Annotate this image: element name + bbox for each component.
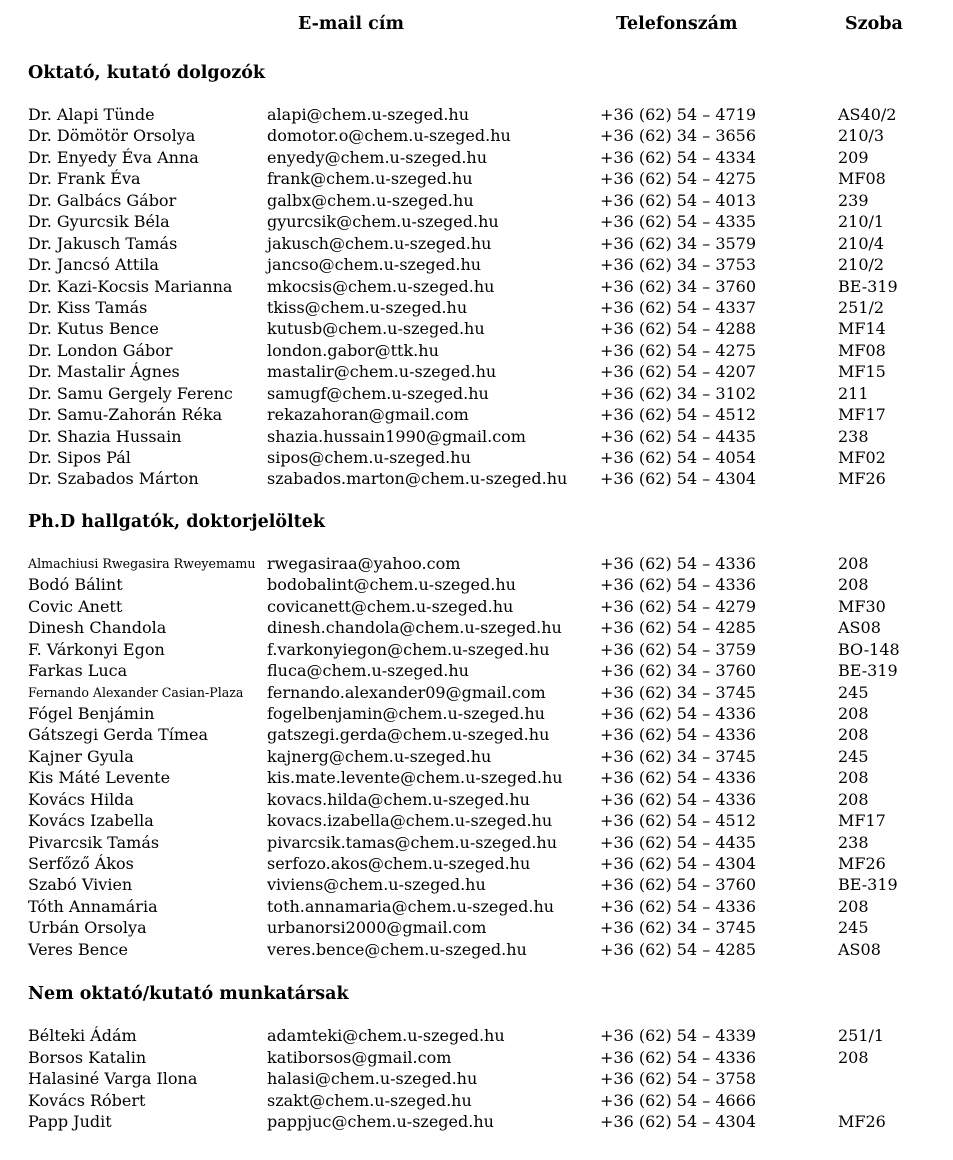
email-cell: tkiss@chem.u-szeged.hu — [267, 297, 468, 317]
email-cell: mkocsis@chem.u-szeged.hu — [267, 276, 495, 296]
name-cell: Serfőző Ákos — [28, 854, 134, 873]
email-cell: jakusch@chem.u-szeged.hu — [267, 233, 492, 253]
email-cell: fluca@chem.u-szeged.hu — [267, 661, 469, 681]
section-rows — [28, 1025, 953, 1132]
email-cell: fernando.alexander09@gmail.com — [267, 682, 546, 702]
room-cell: 208 — [838, 789, 869, 809]
directory-section — [28, 62, 953, 490]
section-title: Oktató, kutató dolgozók — [28, 63, 266, 83]
room-cell: 208 — [838, 896, 869, 916]
name-cell: Dr. Shazia Hussain — [28, 426, 182, 446]
section-rows — [28, 553, 953, 960]
phone-cell: +36 (62) 54 – 4512 — [600, 811, 757, 831]
table-row — [28, 1090, 953, 1111]
email-cell: kovacs.hilda@chem.u-szeged.hu — [267, 789, 530, 809]
room-cell: MF17 — [838, 811, 886, 831]
room-cell: 210/4 — [838, 233, 885, 253]
email-cell: pappjuc@chem.u-szeged.hu — [267, 1111, 494, 1131]
column-header-email: E-mail cím — [298, 14, 404, 34]
table-row — [28, 104, 953, 125]
phone-cell: +36 (62) 54 – 4285 — [600, 939, 757, 959]
table-row — [28, 703, 953, 724]
phone-cell: +36 (62) 34 – 3102 — [600, 383, 757, 403]
email-cell: frank@chem.u-szeged.hu — [267, 169, 473, 189]
phone-cell: +36 (62) 34 – 3656 — [600, 126, 757, 146]
phone-cell: +36 (62) 34 – 3579 — [600, 233, 757, 253]
section-title: Ph.D hallgatók, doktorjelöltek — [28, 511, 326, 532]
email-cell: halasi@chem.u-szeged.hu — [267, 1069, 478, 1089]
table-row — [28, 318, 953, 339]
table-row — [28, 553, 953, 574]
name-cell: Dr. Mastalir Ágnes — [28, 362, 180, 382]
room-cell: 210/2 — [838, 255, 885, 275]
name-cell: F. Várkonyi Egon — [28, 639, 165, 659]
phone-cell: +36 (62) 34 – 3745 — [600, 746, 757, 766]
name-cell: Bélteki Ádám — [28, 1026, 137, 1046]
email-cell: covicanett@chem.u-szeged.hu — [267, 596, 514, 616]
room-cell: 208 — [838, 575, 869, 595]
table-row — [28, 874, 953, 895]
name-cell: Veres Bence — [28, 939, 128, 959]
room-cell: MF14 — [838, 319, 886, 339]
phone-cell: +36 (62) 34 – 3745 — [600, 918, 757, 938]
section-title: Nem oktató/kutató munkatársak — [28, 984, 349, 1005]
phone-cell: +36 (62) 54 – 4304 — [600, 469, 757, 489]
phone-cell: +36 (62) 54 – 4336 — [600, 575, 757, 595]
table-row — [28, 340, 953, 361]
phone-cell: +36 (62) 34 – 3760 — [600, 276, 757, 296]
name-cell: Dr. Frank Éva — [28, 169, 141, 189]
email-cell: toth.annamaria@chem.u-szeged.hu — [267, 896, 555, 916]
phone-cell: +36 (62) 54 – 4207 — [600, 362, 757, 382]
table-row — [28, 917, 953, 938]
table-row — [28, 639, 953, 660]
email-cell: domotor.o@chem.u-szeged.hu — [267, 126, 511, 146]
email-cell: mastalir@chem.u-szeged.hu — [267, 362, 497, 382]
email-cell: f.varkonyiegon@chem.u-szeged.hu — [267, 639, 550, 659]
email-cell: rwegasiraa@yahoo.com — [267, 553, 461, 573]
phone-cell: +36 (62) 54 – 4512 — [600, 405, 757, 425]
name-cell: Dr. Samu Gergely Ferenc — [28, 383, 233, 403]
table-row — [28, 468, 953, 489]
name-cell: Papp Judit — [28, 1111, 112, 1131]
room-cell: 210/1 — [838, 212, 885, 232]
email-cell: urbanorsi2000@gmail.com — [267, 918, 487, 938]
room-cell: MF30 — [838, 596, 886, 616]
phone-cell: +36 (62) 34 – 3753 — [600, 255, 757, 275]
phone-cell: +36 (62) 54 – 4719 — [600, 105, 757, 124]
name-cell: Pivarcsik Tamás — [28, 832, 160, 852]
room-cell: 245 — [838, 918, 869, 938]
email-cell: dinesh.chandola@chem.u-szeged.hu — [267, 618, 562, 638]
room-cell: MF26 — [838, 469, 886, 489]
phone-cell: +36 (62) 54 – 4435 — [600, 832, 757, 852]
room-cell: 208 — [838, 1047, 869, 1067]
section-rows — [28, 104, 953, 490]
email-cell: fogelbenjamin@chem.u-szeged.hu — [267, 703, 545, 723]
name-cell: Kovács Róbert — [28, 1090, 146, 1110]
room-cell: 251/1 — [838, 1026, 885, 1046]
table-row — [28, 682, 953, 703]
table-row — [28, 896, 953, 917]
room-cell: 238 — [838, 426, 869, 446]
table-row — [28, 276, 953, 297]
phone-cell: +36 (62) 54 – 4335 — [600, 212, 757, 232]
table-row — [28, 254, 953, 275]
email-cell: kis.mate.levente@chem.u-szeged.hu — [267, 768, 563, 788]
name-cell: Almachiusi Rwegasira Rweyemamu — [28, 555, 256, 571]
email-cell: viviens@chem.u-szeged.hu — [267, 875, 486, 895]
room-cell: AS08 — [838, 618, 881, 638]
name-cell: Kovács Izabella — [28, 811, 154, 831]
room-cell: MF15 — [838, 362, 886, 382]
name-cell: Tóth Annamária — [28, 896, 158, 916]
name-cell: Dr. Gyurcsik Béla — [28, 212, 170, 232]
name-cell: Dinesh Chandola — [28, 618, 167, 638]
directory-sections — [28, 62, 953, 1132]
room-cell: AS08 — [838, 939, 881, 959]
phone-cell: +36 (62) 54 – 4336 — [600, 768, 757, 788]
email-cell: gatszegi.gerda@chem.u-szeged.hu — [267, 725, 550, 745]
table-row — [28, 404, 953, 425]
name-cell: Dr. London Gábor — [28, 340, 173, 360]
directory-section — [28, 983, 953, 1132]
phone-cell: +36 (62) 54 – 4275 — [600, 340, 757, 360]
table-row — [28, 1025, 953, 1046]
phone-cell: +36 (62) 54 – 4336 — [600, 703, 757, 723]
table-row — [28, 832, 953, 853]
room-cell: 245 — [838, 682, 869, 702]
table-row — [28, 125, 953, 146]
phone-cell: +36 (62) 54 – 4054 — [600, 448, 757, 467]
email-cell: pivarcsik.tamas@chem.u-szeged.hu — [267, 832, 558, 852]
room-cell: 208 — [838, 553, 869, 573]
room-cell: 208 — [838, 703, 869, 723]
email-cell: kajnerg@chem.u-szeged.hu — [267, 746, 492, 766]
phone-cell: +36 (62) 54 – 4279 — [600, 596, 757, 616]
column-header-room: Szoba — [845, 14, 903, 34]
name-cell: Borsos Katalin — [28, 1047, 147, 1067]
phone-cell: +36 (62) 54 – 3760 — [600, 875, 757, 895]
table-row — [28, 853, 953, 874]
phone-cell: +36 (62) 54 – 4336 — [600, 553, 757, 573]
room-cell: BE-319 — [838, 661, 898, 681]
table-row — [28, 426, 953, 447]
name-cell: Fógel Benjámin — [28, 703, 155, 723]
name-cell: Dr. Kazi-Kocsis Marianna — [28, 276, 233, 296]
email-cell: serfozo.akos@chem.u-szeged.hu — [267, 854, 531, 873]
phone-cell: +36 (62) 54 – 4304 — [600, 854, 757, 873]
room-cell: 208 — [838, 768, 869, 788]
room-cell — [838, 1090, 953, 1111]
table-row — [28, 147, 953, 168]
name-cell: Dr. Szabados Márton — [28, 469, 199, 489]
name-cell: Gátszegi Gerda Tímea — [28, 725, 209, 745]
name-cell: Dr. Dömötör Orsolya — [28, 126, 196, 146]
table-row — [28, 724, 953, 745]
name-cell: Dr. Alapi Tünde — [28, 105, 155, 124]
name-cell: Dr. Samu-Zahorán Réka — [28, 405, 223, 425]
name-cell: Halasiné Varga Ilona — [28, 1069, 198, 1089]
column-header-name — [28, 14, 267, 36]
table-row — [28, 810, 953, 831]
phone-cell: +36 (62) 54 – 4304 — [600, 1111, 757, 1131]
email-cell: kovacs.izabella@chem.u-szeged.hu — [267, 811, 553, 831]
email-cell: enyedy@chem.u-szeged.hu — [267, 147, 488, 167]
table-row — [28, 789, 953, 810]
table-row — [28, 1047, 953, 1068]
name-cell: Bodó Bálint — [28, 575, 123, 595]
email-cell: shazia.hussain1990@gmail.com — [267, 426, 526, 446]
room-cell: BE-319 — [838, 875, 898, 895]
name-cell: Dr. Jancsó Attila — [28, 255, 159, 275]
email-cell: szabados.marton@chem.u-szeged.hu — [267, 469, 568, 489]
name-cell: Kovács Hilda — [28, 789, 134, 809]
room-cell: 239 — [838, 190, 869, 210]
room-cell: MF02 — [838, 448, 886, 467]
name-cell: Szabó Vivien — [28, 875, 133, 895]
directory-section — [28, 511, 953, 960]
email-cell: london.gabor@ttk.hu — [267, 340, 439, 360]
table-row — [28, 596, 953, 617]
name-cell: Covic Anett — [28, 596, 123, 616]
table-row — [28, 574, 953, 595]
column-header-phone: Telefonszám — [616, 14, 738, 34]
room-cell: 245 — [838, 746, 869, 766]
table-row — [28, 168, 953, 189]
email-cell: kutusb@chem.u-szeged.hu — [267, 319, 485, 339]
table-row — [28, 1111, 953, 1132]
phone-cell: +36 (62) 54 – 3758 — [600, 1069, 757, 1089]
room-cell: 211 — [838, 383, 869, 403]
name-cell: Dr. Sipos Pál — [28, 448, 131, 467]
table-row — [28, 383, 953, 404]
name-cell: Kajner Gyula — [28, 746, 134, 766]
table-row — [28, 233, 953, 254]
table-row — [28, 660, 953, 681]
email-cell: galbx@chem.u-szeged.hu — [267, 190, 474, 210]
room-cell: MF26 — [838, 1111, 886, 1131]
room-cell: BE-319 — [838, 276, 898, 296]
phone-cell: +36 (62) 54 – 4013 — [600, 190, 757, 210]
name-cell: Dr. Jakusch Tamás — [28, 233, 178, 253]
email-cell: alapi@chem.u-szeged.hu — [267, 105, 470, 124]
table-row — [28, 1068, 953, 1089]
email-cell: gyurcsik@chem.u-szeged.hu — [267, 212, 499, 232]
name-cell: Urbán Orsolya — [28, 918, 147, 938]
table-row — [28, 746, 953, 767]
phone-cell: +36 (62) 54 – 4336 — [600, 789, 757, 809]
room-cell: AS40/2 — [838, 105, 897, 124]
room-cell: 210/3 — [838, 126, 885, 146]
column-header-row — [28, 14, 953, 36]
email-cell: katiborsos@gmail.com — [267, 1047, 452, 1067]
phone-cell: +36 (62) 54 – 4334 — [600, 147, 757, 167]
email-cell: samugf@chem.u-szeged.hu — [267, 383, 489, 403]
phone-cell: +36 (62) 54 – 4435 — [600, 426, 757, 446]
email-cell: jancso@chem.u-szeged.hu — [267, 255, 482, 275]
room-cell — [838, 1068, 953, 1089]
table-row — [28, 361, 953, 382]
room-cell: 238 — [838, 832, 869, 852]
phone-cell: +36 (62) 54 – 3759 — [600, 639, 757, 659]
table-row — [28, 447, 953, 468]
table-row — [28, 297, 953, 318]
table-row — [28, 190, 953, 211]
email-cell: szakt@chem.u-szeged.hu — [267, 1090, 472, 1110]
name-cell: Dr. Enyedy Éva Anna — [28, 147, 199, 167]
table-row — [28, 617, 953, 638]
name-cell: Dr. Kiss Tamás — [28, 297, 148, 317]
table-row — [28, 767, 953, 788]
name-cell: Dr. Galbács Gábor — [28, 190, 177, 210]
email-cell: veres.bence@chem.u-szeged.hu — [267, 939, 527, 959]
room-cell: 251/2 — [838, 297, 885, 317]
email-cell: rekazahoran@gmail.com — [267, 405, 469, 425]
phone-cell: +36 (62) 54 – 4666 — [600, 1090, 757, 1110]
phone-cell: +36 (62) 54 – 4336 — [600, 1047, 757, 1067]
phone-cell: +36 (62) 54 – 4285 — [600, 618, 757, 638]
room-cell: 208 — [838, 725, 869, 745]
phone-cell: +36 (62) 54 – 4339 — [600, 1026, 757, 1046]
name-cell: Dr. Kutus Bence — [28, 319, 159, 339]
room-cell: MF08 — [838, 169, 886, 189]
table-row — [28, 939, 953, 960]
room-cell: 209 — [838, 147, 869, 167]
email-cell: sipos@chem.u-szeged.hu — [267, 448, 471, 467]
phone-cell: +36 (62) 34 – 3745 — [600, 682, 757, 702]
name-cell: Farkas Luca — [28, 661, 128, 681]
phone-cell: +36 (62) 54 – 4336 — [600, 725, 757, 745]
room-cell: MF08 — [838, 340, 886, 360]
table-row — [28, 211, 953, 232]
phone-cell: +36 (62) 34 – 3760 — [600, 661, 757, 681]
room-cell: MF17 — [838, 405, 886, 425]
phone-cell: +36 (62) 54 – 4275 — [600, 169, 757, 189]
room-cell: MF26 — [838, 854, 886, 873]
phone-cell: +36 (62) 54 – 4336 — [600, 896, 757, 916]
email-cell: adamteki@chem.u-szeged.hu — [267, 1026, 505, 1046]
phone-cell: +36 (62) 54 – 4288 — [600, 319, 757, 339]
name-cell: Fernando Alexander Casian-Plaza — [28, 684, 244, 700]
email-cell: bodobalint@chem.u-szeged.hu — [267, 575, 516, 595]
room-cell: BO-148 — [838, 639, 900, 659]
name-cell: Kis Máté Levente — [28, 768, 171, 788]
phone-cell: +36 (62) 54 – 4337 — [600, 297, 757, 317]
